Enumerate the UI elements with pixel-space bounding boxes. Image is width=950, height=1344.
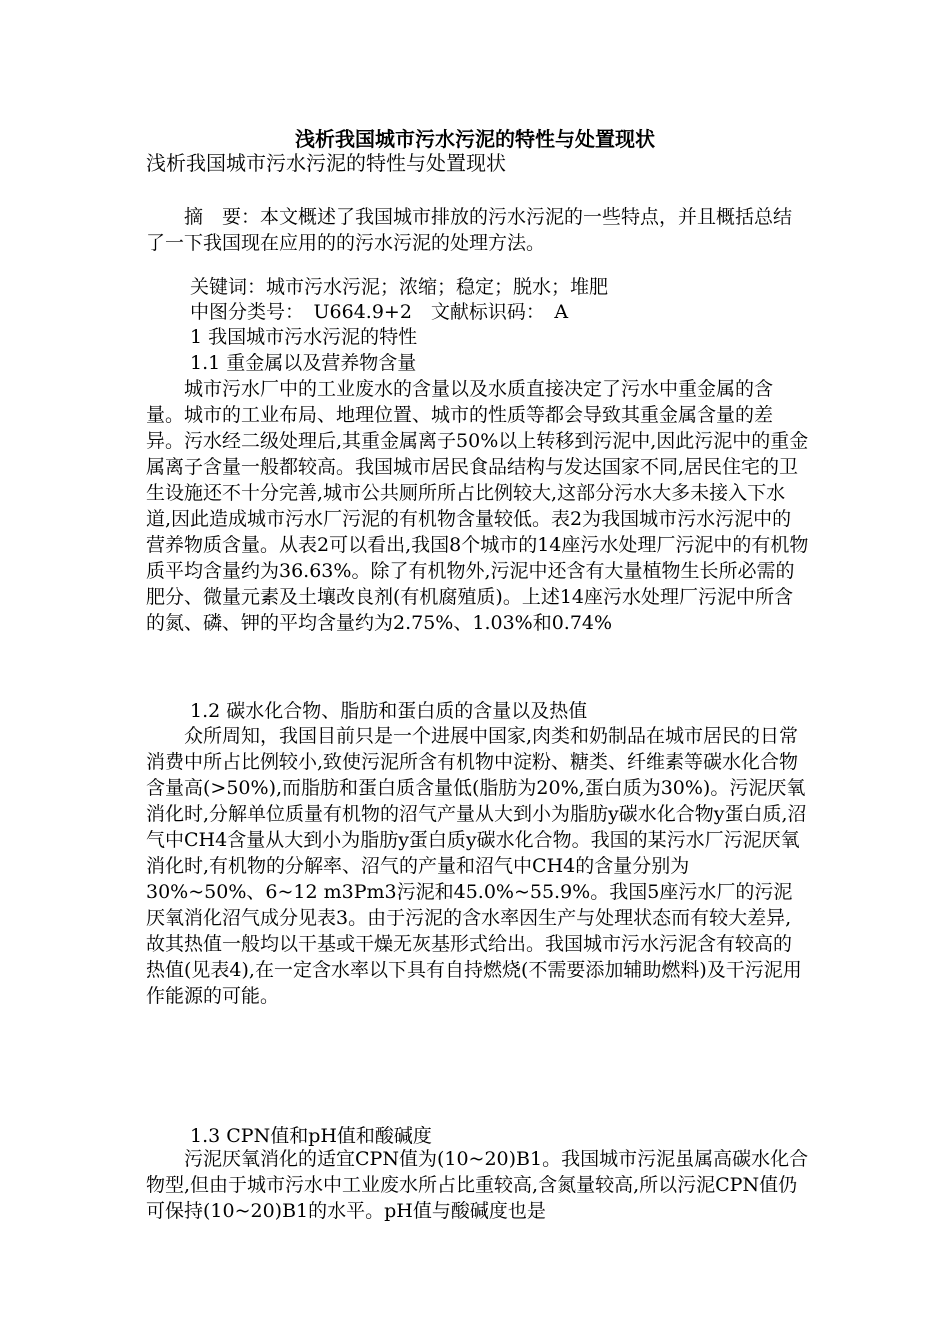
paragraph-1-2: 众所周知，我国目前只是一个进展中国家,肉类和奶制品在城市居民的日常消费中所占比例较小,致使污泥所含有机物中淀粉、糖类、纤维素等碳水化合物含量高(>50%),而脂肪和蛋白质含量低(脂肪为20%,蛋白质为30%)。污泥厌氧消化时,分解单位质量有机物的沼气产量从大到小为脂肪y碳水化合物y蛋白质,沼气中CH4含量从大到小为脂肪y蛋白质y碳水化合物。我国的某污水厂污泥厌氧消化时,有机物的分解率、沼气的产量和沼气中CH4的含量分别为 30%~50%、6~12 m3Pm3污泥和45.0%~55.9%。我国5座污水厂的污泥厌氧消化沼气成分见表3。由于污泥的含水率因生产与处理状态而有较大差异,故其热值一般均以干基或干燥无灰基形式给出。我国城市污水污泥含有较高的热值(见表4),在一定含水率以下具有自持燃烧(不需要添加辅助燃料)及干污泥用作能源的可能。 (146, 725, 807, 1007)
abstract-paragraph: 摘 要：本文概述了我国城市排放的污水污泥的一些特点，并且概括总结了一下我国现在应用的的污水污泥的处理方法。 (146, 206, 793, 254)
document-subtitle: 浅析我国城市污水污泥的特性与处置现状 (146, 151, 506, 175)
classification-line: 中图分类号： U664.9+2 文献标识码： A (190, 301, 569, 323)
section-heading-1-3: 1.3 CPN值和pH值和酸碱度 (190, 1125, 432, 1147)
paragraph-1-3: 污泥厌氧消化的适宜CPN值为(10~20)B1。我国城市污泥虽属高碳水化合物型,但由于城市污水中工业废水所占比重较高,含氮量较高,所以污泥CPN值仍可保持(10~20)B1的水平。pH值与酸碱度也是 (146, 1148, 809, 1222)
section-heading-1-2: 1.2 碳水化合物、脂肪和蛋白质的含量以及热值 (190, 700, 588, 722)
keywords-line: 关键词：城市污水污泥；浓缩；稳定；脱水；堆肥 (190, 276, 609, 298)
document-title: 浅析我国城市污水污泥的特性与处置现状 (295, 127, 655, 151)
section-heading-1: 1 我国城市污水污泥的特性 (190, 326, 418, 348)
paragraph-1-1: 城市污水厂中的工业废水的含量以及水质直接决定了污水中重金属的含量。城市的工业布局、地理位置、城市的性质等都会导致其重金属含量的差异。污水经二级处理后,其重金属离子50%以上转移到污泥中,因此污泥中的重金属离子含量一般都较高。我国城市居民食品结构与发达国家不同,居民住宅的卫生设施还不十分完善,城市公共厕所所占比例较大,这部分污水大多未接入下水道,因此造成城市污水厂污泥的有机物含量较低。表2为我国城市污水污泥中的营养物质含量。从表2可以看出,我国8个城市的14座污水处理厂污泥中的有机物质平均含量约为36.63%。除了有机物外,污泥中还含有大量植物生长所必需的肥分、微量元素及土壤改良剂(有机腐殖质)。上述14座污水处理厂污泥中所含的氮、磷、钾的平均含量约为2.75%、1.03%和0.74% (146, 378, 809, 634)
section-heading-1-1: 1.1 重金属以及营养物含量 (190, 352, 417, 374)
